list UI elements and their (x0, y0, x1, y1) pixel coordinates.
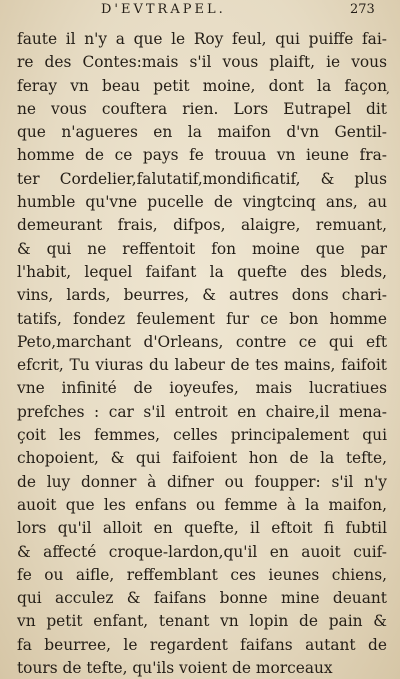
text-line: de luy donner à difner ou foupper: s'il n'y (17, 472, 387, 491)
text-line: vins, lards, beurres, & autres dons chari- (17, 286, 387, 305)
text-line: lors qu'il alloit en quefte, il eftoit fi fubtil (17, 519, 387, 538)
text-line: efcrit, Tu viuras du labeur de tes mains, faifoit (17, 356, 387, 375)
page-header (0, 2, 400, 20)
running-head: D'EVTRAPEL. (101, 2, 226, 17)
text-line: demeurant frais, difpos, alaigre, remuant, (17, 216, 387, 235)
text-line: Peto,marchant d'Orleans, contre ce qui eft (17, 332, 387, 351)
text-line: auoit que les enfans ou femme à la maifon, (17, 495, 387, 514)
text-line: tatifs, fondez feulement fur ce bon homme (17, 309, 387, 328)
text-line: prefches : car s'il entroit en chaire,il mena- (17, 402, 387, 421)
text-line: tours de tefte, qu'ils voient de morceaux (17, 659, 333, 678)
text-line: & qui ne reffentoit fon moine que par (17, 239, 387, 258)
text-line: ne vous couftera rien. Lors Eutrapel dit (17, 99, 387, 118)
text-line: vn petit enfant, tenant vn lopin de pain & (17, 612, 387, 631)
text-line: re des Contes:mais s'il vous plaift, ie vous (17, 53, 387, 72)
text-line: feray vn beau petit moine, dont la façon (17, 76, 387, 95)
text-line: & affecté croque-lardon,qu'il en auoit cuif- (17, 542, 387, 561)
text-line: fa beurree, le regardent faifans autant de (17, 635, 387, 654)
text-line: qui acculez & faifans bonne mine deuant (17, 589, 387, 608)
margin-mark: , (386, 82, 390, 96)
body-text (17, 28, 387, 679)
text-line: que n'agueres en la maifon d'vn Gentil- (17, 123, 387, 142)
text-line: fe ou aifle, reffemblant ces ieunes chiens, (17, 565, 387, 584)
text-line: chopoient, & qui faifoient hon de la tefte, (17, 449, 387, 468)
text-line: ter Cordelier,falutatif,mondificatif, & plus (17, 169, 387, 188)
text-line: homme de ce pays fe trouua vn ieune fra- (17, 146, 387, 165)
text-line: humble qu'vne pucelle de vingtcinq ans, au (17, 193, 387, 212)
text-line: l'habit, lequel faifant la quefte des bleds, (17, 262, 387, 281)
text-line: faute il n'y a que le Roy feul, qui puiffe fai- (17, 30, 387, 48)
page-number: 273 (350, 2, 375, 17)
text-line: vne infinité de ioyeufes, mais lucratiues (17, 379, 387, 398)
text-line: çoit les femmes, celles principalement qui (17, 426, 387, 445)
